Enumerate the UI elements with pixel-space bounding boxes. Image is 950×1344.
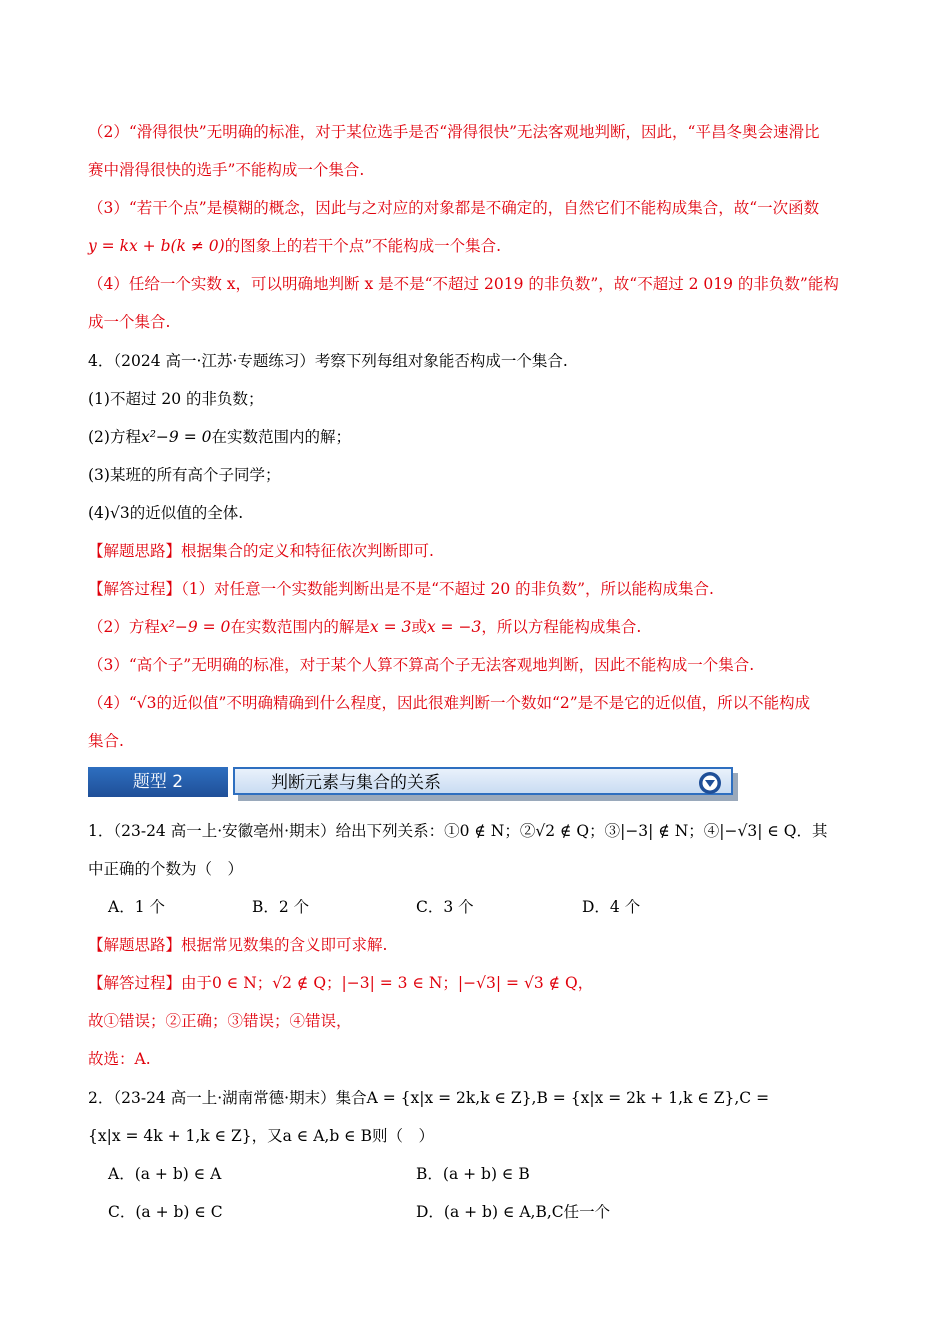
option-c[interactable]: C．3 个 [416, 898, 474, 916]
text-span: 根据常见数集的含义即可求解. [181, 936, 388, 954]
question-1-stem: 1．（23-24 高一上·安徽亳州·期末）给出下列关系：①0 ∉ N；②√2 ∉ Q；③|−3| ∉ N；④|−√3| ∈ Q．其 [88, 822, 828, 840]
text-span: （4）“ [88, 694, 137, 712]
option-a[interactable]: A．1 个 [108, 898, 165, 916]
text-line: （4）任给一个实数 x，可以明确地判断 x 是不是“不超过 2019 的非负数”，故“不超过 2 019 的非负数”能构 [88, 275, 839, 293]
idea-tag: 【解题思路】 [88, 542, 182, 560]
option-a[interactable]: A．(a + b) ∈ A [108, 1165, 222, 1183]
math-expression: √3 [109, 504, 130, 522]
math-expression: y = kx + b(k ≠ 0) [88, 237, 225, 255]
option-b[interactable]: B．(a + b) ∈ B [416, 1165, 530, 1183]
text-line: 故选：A. [88, 1050, 151, 1068]
math-expression: x²−9 = 0 [140, 428, 212, 446]
text-line [88, 972, 878, 994]
text-line [88, 426, 878, 448]
section-title [233, 767, 733, 795]
chevron-down-icon[interactable] [699, 772, 721, 794]
text-span: 的近似值”不明确精确到什么程度，因此很难判断一个数如“2”是不是它的近似值，所以不能构成 [156, 694, 811, 712]
text-line [88, 578, 878, 600]
text-span: 在实数范围内的解； [211, 428, 351, 446]
text-line: 成一个集合. [88, 313, 171, 331]
text-span: (2)方程 [88, 428, 141, 446]
math-expression: x = −3 [426, 618, 482, 636]
idea-tag: 【解题思路】 [88, 936, 182, 954]
section-banner [88, 765, 736, 799]
question-2-stem: 2．（23-24 高一上·湖南常德·期末）集合A = {x|x = 2k,k ∈ Z},B = {x|x = 2k + 1,k ∈ Z},C = [88, 1089, 770, 1107]
text-line [88, 616, 878, 638]
math-expression: √3 [136, 694, 157, 712]
text-line: （3）“若干个点”是模糊的概念，因此与之对应的对象都是不确定的，自然它们不能构成集合，故“一次函数 [88, 199, 820, 217]
text-line: (3)某班的所有高个子同学； [88, 466, 281, 484]
text-line: (1)不超过 20 的非负数； [88, 390, 264, 408]
text-line: 赛中滑得很快的选手”不能构成一个集合. [88, 161, 365, 179]
text-span: (4) [88, 504, 110, 522]
text-span: 根据集合的定义和特征依次判断即可. [181, 542, 434, 560]
question-4-stem: 4．（2024 高一·江苏·专题练习）考察下列每组对象能否构成一个集合. [88, 352, 568, 370]
text-line [88, 692, 878, 714]
text-line: 集合. [88, 732, 124, 750]
math-expression: x²−9 = 0 [159, 618, 231, 636]
text-span: （1）对任意一个实数能判断出是不是“不超过 20 的非负数”，所以能构成集合. [181, 580, 714, 598]
text-span: ，所以方程能构成集合. [481, 618, 642, 636]
text-span: 由于0 ∈ N；√2 ∉ Q；|−3| = 3 ∈ N；|−√3| = √3 ∉ Q， [181, 974, 594, 992]
text-line [88, 540, 878, 562]
text-line: 故①错误；②正确；③错误；④错误， [88, 1012, 352, 1030]
text-line: （3）“高个子”无明确的标准，对于某个人算不算高个子无法客观地判断，因此不能构成一个集合. [88, 656, 755, 674]
text-line [88, 502, 878, 524]
text-span: 的图象上的若干个点”不能构成一个集合. [224, 237, 502, 255]
text-span: 在实数范围内的解是 [230, 618, 370, 636]
process-tag: 【解答过程】 [88, 580, 182, 598]
text-line: （2）“滑得很快”无明确的标准，对于某位选手是否“滑得很快”无法客观地判断，因此，“平昌冬奥会速滑比 [88, 123, 820, 141]
text-span: （2）方程 [88, 618, 160, 636]
text-span: 或 [411, 618, 427, 636]
text-line [88, 235, 878, 257]
text-line: 中正确的个数为（ ） [88, 860, 244, 878]
section-label: 题型 2 [88, 767, 228, 797]
option-b[interactable]: B．2 个 [252, 898, 310, 916]
section-title-text: 判断元素与集合的关系 [271, 773, 441, 793]
process-tag: 【解答过程】 [88, 974, 182, 992]
option-d[interactable]: D．4 个 [582, 898, 641, 916]
text-line [88, 934, 878, 956]
option-c[interactable]: C．(a + b) ∈ C [108, 1203, 223, 1221]
option-d[interactable]: D．(a + b) ∈ A,B,C任一个 [416, 1203, 611, 1221]
text-line: {x|x = 4k + 1,k ∈ Z}，又a ∈ A,b ∈ B则（ ） [88, 1127, 434, 1145]
math-expression: x = 3 [369, 618, 412, 636]
text-span: 的近似值的全体. [129, 504, 244, 522]
